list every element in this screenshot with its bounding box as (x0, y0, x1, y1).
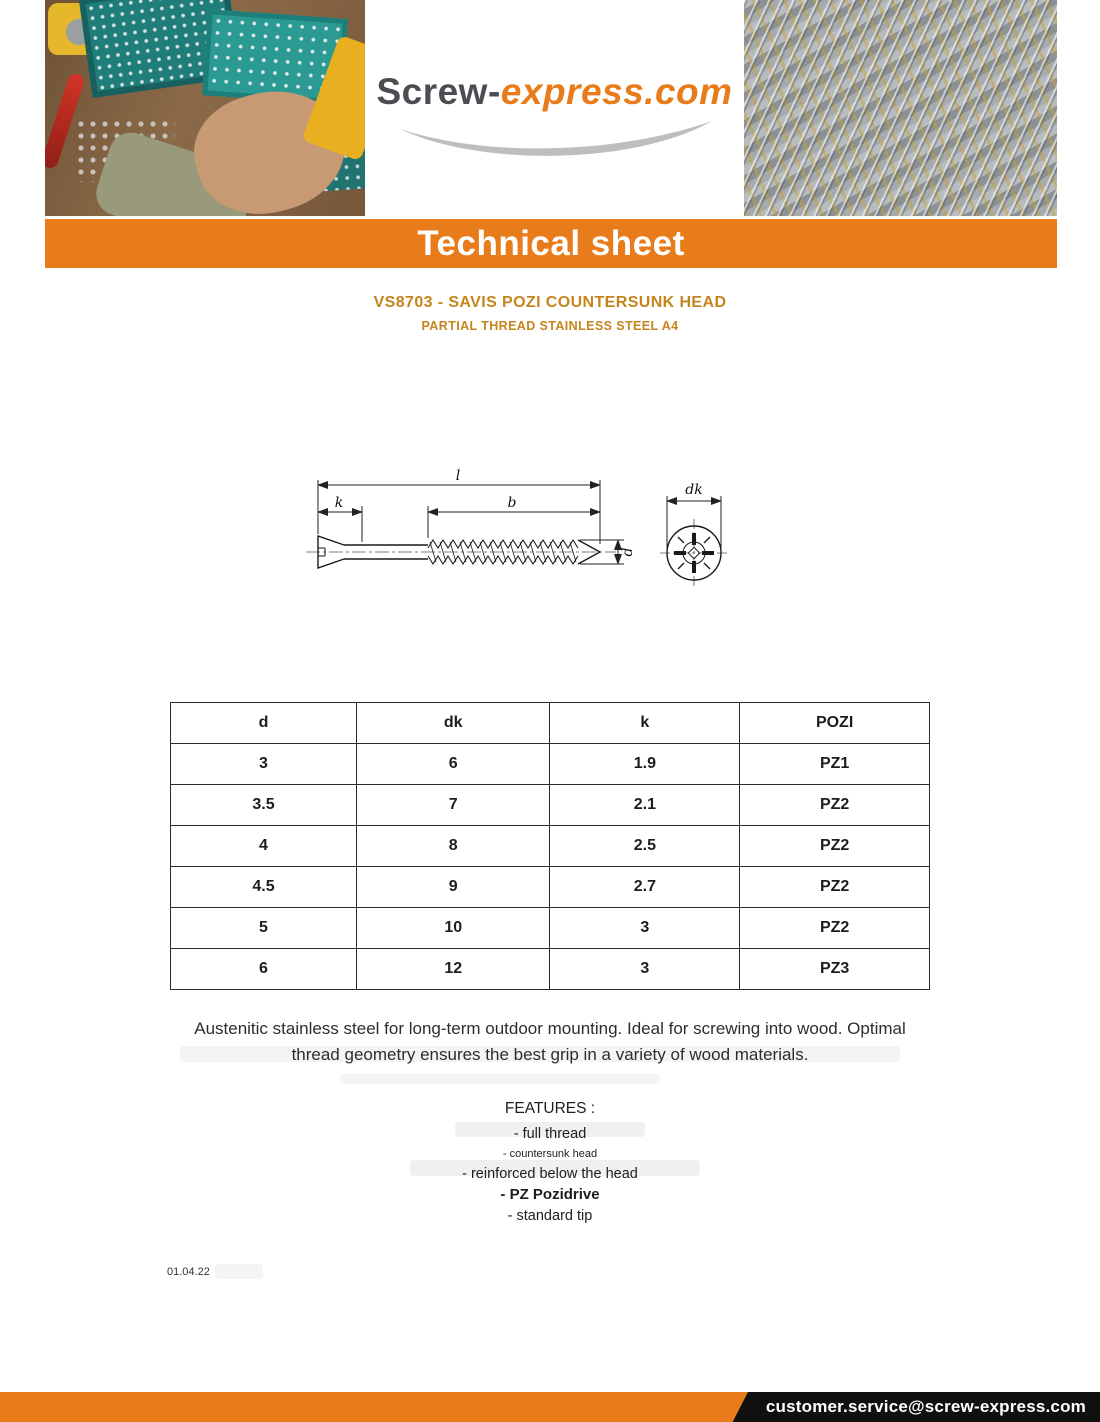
table-cell: 4.5 (171, 867, 357, 908)
table-cell: 7 (356, 785, 550, 826)
table-cell: 3 (550, 908, 740, 949)
table-cell: PZ2 (740, 908, 930, 949)
feature-item: - full thread (513, 1126, 587, 1142)
contact-email: customer.service@screw-express.com (765, 1397, 1086, 1416)
description: Austenitic stainless steel for long-term outdoor mounting. Ideal for screwing into wood. Optimal thread geometry ensures the best grip in a variety of wood materials. (194, 1019, 906, 1064)
table-row (171, 867, 930, 908)
label-k: k (334, 495, 344, 511)
table-cell: 2.5 (550, 826, 740, 867)
feature-item: - standard tip (507, 1208, 593, 1224)
header-photo-workbench (45, 0, 365, 216)
label-l: l (455, 468, 461, 484)
table-row (171, 744, 930, 785)
table-cell: PZ3 (740, 949, 930, 990)
label-dk: dk (685, 482, 703, 498)
table-row (171, 949, 930, 990)
table-cell: 4 (171, 826, 357, 867)
table-cell: PZ2 (740, 826, 930, 867)
dimension-k (318, 506, 362, 542)
feature-item: - PZ Pozidrive (500, 1186, 600, 1203)
table-cell: PZ2 (740, 867, 930, 908)
product-subtitle: PARTIAL THREAD STAINLESS STEEL A4 (421, 319, 679, 333)
table-cell: 8 (356, 826, 550, 867)
col-header-k: k (550, 703, 740, 744)
table-cell: 2.7 (550, 867, 740, 908)
logo-text-express: express.com (500, 71, 733, 112)
table-row (171, 826, 930, 867)
label-d: d (620, 547, 636, 557)
product-title: VS8703 - SAVIS POZI COUNTERSUNK HEAD (373, 294, 727, 311)
table-cell: 1.9 (550, 744, 740, 785)
scan-artifact (215, 1264, 263, 1279)
col-header-pozi: POZI (740, 703, 930, 744)
head-top-view (660, 519, 728, 587)
banner (45, 219, 1057, 268)
features-title: FEATURES : (504, 1100, 596, 1117)
table-cell: 6 (356, 744, 550, 785)
scan-artifact (340, 1074, 660, 1084)
logo-text (376, 71, 732, 113)
table-cell: 3.5 (171, 785, 357, 826)
logo-swoosh-icon (390, 115, 720, 159)
banner-title: Technical sheet (417, 223, 685, 263)
logo-text-screw: Screw- (376, 71, 501, 112)
table-cell: 12 (356, 949, 550, 990)
table-cell: 2.1 (550, 785, 740, 826)
technical-drawing (280, 452, 750, 632)
feature-item: - countersunk head (502, 1148, 598, 1160)
feature-item: - reinforced below the head (462, 1166, 638, 1182)
header (45, 0, 1057, 216)
col-header-dk: dk (356, 703, 550, 744)
col-header-d: d (171, 703, 357, 744)
footer (0, 1392, 1100, 1422)
logo (365, 0, 744, 216)
features (0, 1100, 1100, 1226)
table-cell: 3 (550, 949, 740, 990)
date: 01.04.22 (167, 1266, 210, 1278)
table-cell: 5 (171, 908, 357, 949)
table-header-row (171, 703, 930, 744)
table-cell: PZ2 (740, 785, 930, 826)
header-photo-screws (744, 0, 1057, 216)
table-cell: PZ1 (740, 744, 930, 785)
table-cell: 6 (171, 949, 357, 990)
table-row (171, 908, 930, 949)
title-block (0, 294, 1100, 333)
table-cell: 9 (356, 867, 550, 908)
label-b: b (507, 495, 517, 511)
table-cell: 10 (356, 908, 550, 949)
table-row (171, 785, 930, 826)
spec-table (170, 702, 930, 990)
table-cell: 3 (171, 744, 357, 785)
